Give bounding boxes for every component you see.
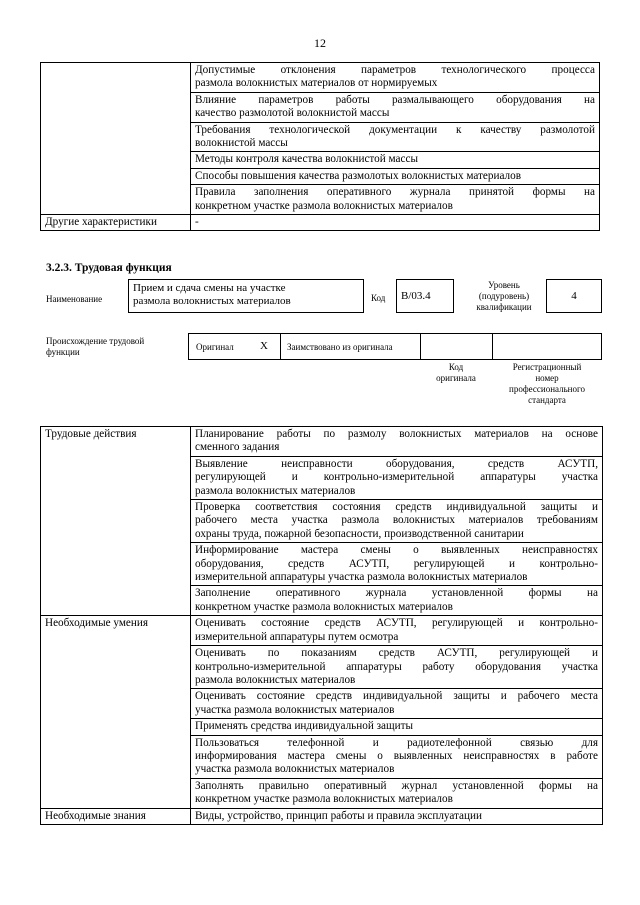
row-text — [191, 719, 603, 735]
code-original-line1: Код — [448, 362, 464, 372]
row-label — [41, 168, 191, 184]
cell-line: измерительной аппаратуры путем осмотра — [195, 630, 399, 643]
level-label-line1: Уровень — [488, 280, 520, 290]
group-label: Необходимые знания — [41, 808, 191, 824]
cell-line: размола волокнистых материалов от нормируемых — [195, 77, 438, 90]
group-label: Необходимые умения — [41, 616, 191, 808]
cell-line: охраны труда, пожарной безопасности, производственной санитарии — [195, 527, 524, 540]
cell-line: размола волокнистых материалов — [195, 484, 356, 497]
table-row — [41, 427, 603, 457]
origin-label-line2: функции — [46, 347, 80, 357]
origin-divider-3 — [492, 333, 493, 360]
page-number: 12 — [314, 36, 326, 50]
origin-divider-2 — [420, 333, 421, 360]
row-text — [191, 543, 603, 586]
row-text — [191, 168, 600, 184]
cell-line: Пользоваться телефонной и радиотелефонной связью для — [195, 736, 598, 749]
level-label — [466, 280, 542, 313]
original-mark: X — [260, 340, 268, 352]
cell-line: Заполнять правильно оперативный журнал установленной формы на — [195, 779, 598, 792]
row-text — [191, 689, 603, 719]
origin-label-line1: Происхождение трудовой — [46, 336, 145, 346]
table-row — [41, 616, 603, 646]
cell-line: Оценивать по показаниям средств АСУТП, регулирующей и — [195, 647, 598, 660]
cell-line: Требования технологической документации к качеству размолотой — [195, 123, 595, 136]
table-row — [41, 185, 600, 215]
group-label: Трудовые действия — [41, 427, 191, 616]
code-value: B/03.4 — [401, 290, 431, 302]
row-label — [41, 92, 191, 122]
level-label-line3: квалификации — [476, 302, 532, 312]
table-row — [41, 152, 600, 168]
table-row — [41, 92, 600, 122]
cell-line: - — [195, 216, 199, 229]
cell-line: Способы повышения качества размолотых волокнистых материалов — [195, 169, 521, 182]
row-text — [191, 122, 600, 152]
section-title: 3.2.3. Трудовая функция — [46, 262, 172, 274]
cell-line: рабочего места участка размола волокнистых материалов требованиям — [195, 514, 598, 527]
cell-line: Применять средства индивидуальной защиты — [195, 720, 414, 733]
code-label: Код — [371, 293, 386, 303]
cell-line: оборудования, средств АСУТП, регулирующей и контрольно- — [195, 557, 598, 570]
main-table — [40, 426, 603, 825]
row-text — [191, 808, 603, 824]
reg-number-line3: профессионального — [509, 384, 585, 394]
cell-line: контрольно-измерительной аппаратуры работу оборудования участка — [195, 660, 598, 673]
level-label-line2: (подуровень) — [478, 291, 530, 301]
row-text — [191, 735, 603, 778]
cell-line: Планирование работы по размолу волокнистых материалов на основе — [195, 428, 598, 440]
name-label: Наименование — [46, 294, 103, 304]
cell-line: Правила заполнения оперативного журнала принятой формы на — [195, 186, 595, 199]
cell-line: участка размола волокнистых материалов — [195, 763, 395, 776]
cell-line: информирования мастера смены о выявленных неисправностях в работе — [195, 749, 598, 762]
cell-line: участка размола волокнистых материалов — [195, 703, 395, 716]
row-text — [191, 63, 600, 93]
table-row — [41, 215, 600, 231]
row-text — [191, 586, 603, 616]
row-text — [191, 456, 603, 499]
cell-line: размола волокнистых материалов — [195, 673, 356, 686]
row-label — [41, 152, 191, 168]
main-table-body — [41, 427, 603, 825]
origin-label — [46, 336, 144, 358]
borrowed-label: Заимствовано из оригинала — [287, 342, 393, 352]
cell-line: Выявление неисправности оборудования, средств АСУТП, — [195, 457, 598, 470]
row-text — [191, 616, 603, 646]
origin-divider-1 — [280, 333, 281, 360]
function-name-line1: Прием и сдача смены на участке — [133, 282, 286, 294]
row-label: Другие характеристики — [41, 215, 191, 231]
row-label — [41, 63, 191, 93]
cell-line: Оценивать состояние средств АСУТП, регулирующей и контрольно- — [195, 617, 598, 630]
cell-line: Оценивать состояние средств индивидуальной защиты и рабочего места — [195, 690, 598, 703]
row-text — [191, 92, 600, 122]
cell-line: конкретном участке размола волокнистых материалов — [195, 199, 453, 212]
cell-line: Проверка соответствия состояния средств индивидуальной защиты и — [195, 501, 598, 514]
function-name-box — [128, 279, 364, 313]
row-label — [41, 185, 191, 215]
reg-number-line1: Регистрационный — [512, 362, 582, 372]
reg-number-label — [492, 362, 602, 406]
cell-line: регулирующей и контрольно-измерительной аппаратуры участка — [195, 471, 598, 484]
table-row — [41, 168, 600, 184]
cell-line: Методы контроля качества волокнистой массы — [195, 153, 418, 166]
table-row — [41, 808, 603, 824]
row-text — [191, 646, 603, 689]
top-table-body — [41, 63, 600, 231]
row-text — [191, 152, 600, 168]
code-box — [396, 279, 454, 313]
cell-line: конкретном участке размола волокнистых материалов — [195, 793, 453, 806]
cell-line: Допустимые отклонения параметров технологического процесса — [195, 64, 595, 76]
table-row — [41, 122, 600, 152]
row-text — [191, 215, 600, 231]
origin-box — [188, 333, 602, 360]
original-label: Оригинал — [196, 342, 234, 352]
level-value: 4 — [571, 290, 577, 302]
cell-line: качество размолотой волокнистой массы — [195, 107, 390, 120]
cell-line: Влияние параметров работы размалывающего оборудования на — [195, 93, 595, 106]
cell-line: сменного задания — [195, 441, 280, 454]
top-table — [40, 62, 600, 231]
table-row — [41, 63, 600, 93]
reg-number-line4: стандарта — [528, 395, 566, 405]
function-name-line2: размола волокнистых материалов — [133, 295, 291, 307]
cell-line: Заполнение оперативного журнала установленной формы на — [195, 587, 598, 600]
cell-line: конкретном участке размола волокнистых материалов — [195, 600, 453, 613]
cell-line: измерительной аппаратуры участка размола волокнистых материалов — [195, 571, 528, 584]
code-original-line2: оригинала — [436, 373, 476, 383]
row-text — [191, 427, 603, 457]
row-label — [41, 122, 191, 152]
row-text — [191, 778, 603, 808]
row-text — [191, 500, 603, 543]
row-text — [191, 185, 600, 215]
level-box — [546, 279, 602, 313]
cell-line: волокнистой массы — [195, 137, 288, 150]
code-original-label — [420, 362, 492, 384]
reg-number-line2: номер — [535, 373, 559, 383]
cell-line: Виды, устройство, принцип работы и правила эксплуатации — [195, 809, 482, 822]
cell-line: Информирование мастера смены о выявленных неисправностях — [195, 544, 598, 557]
